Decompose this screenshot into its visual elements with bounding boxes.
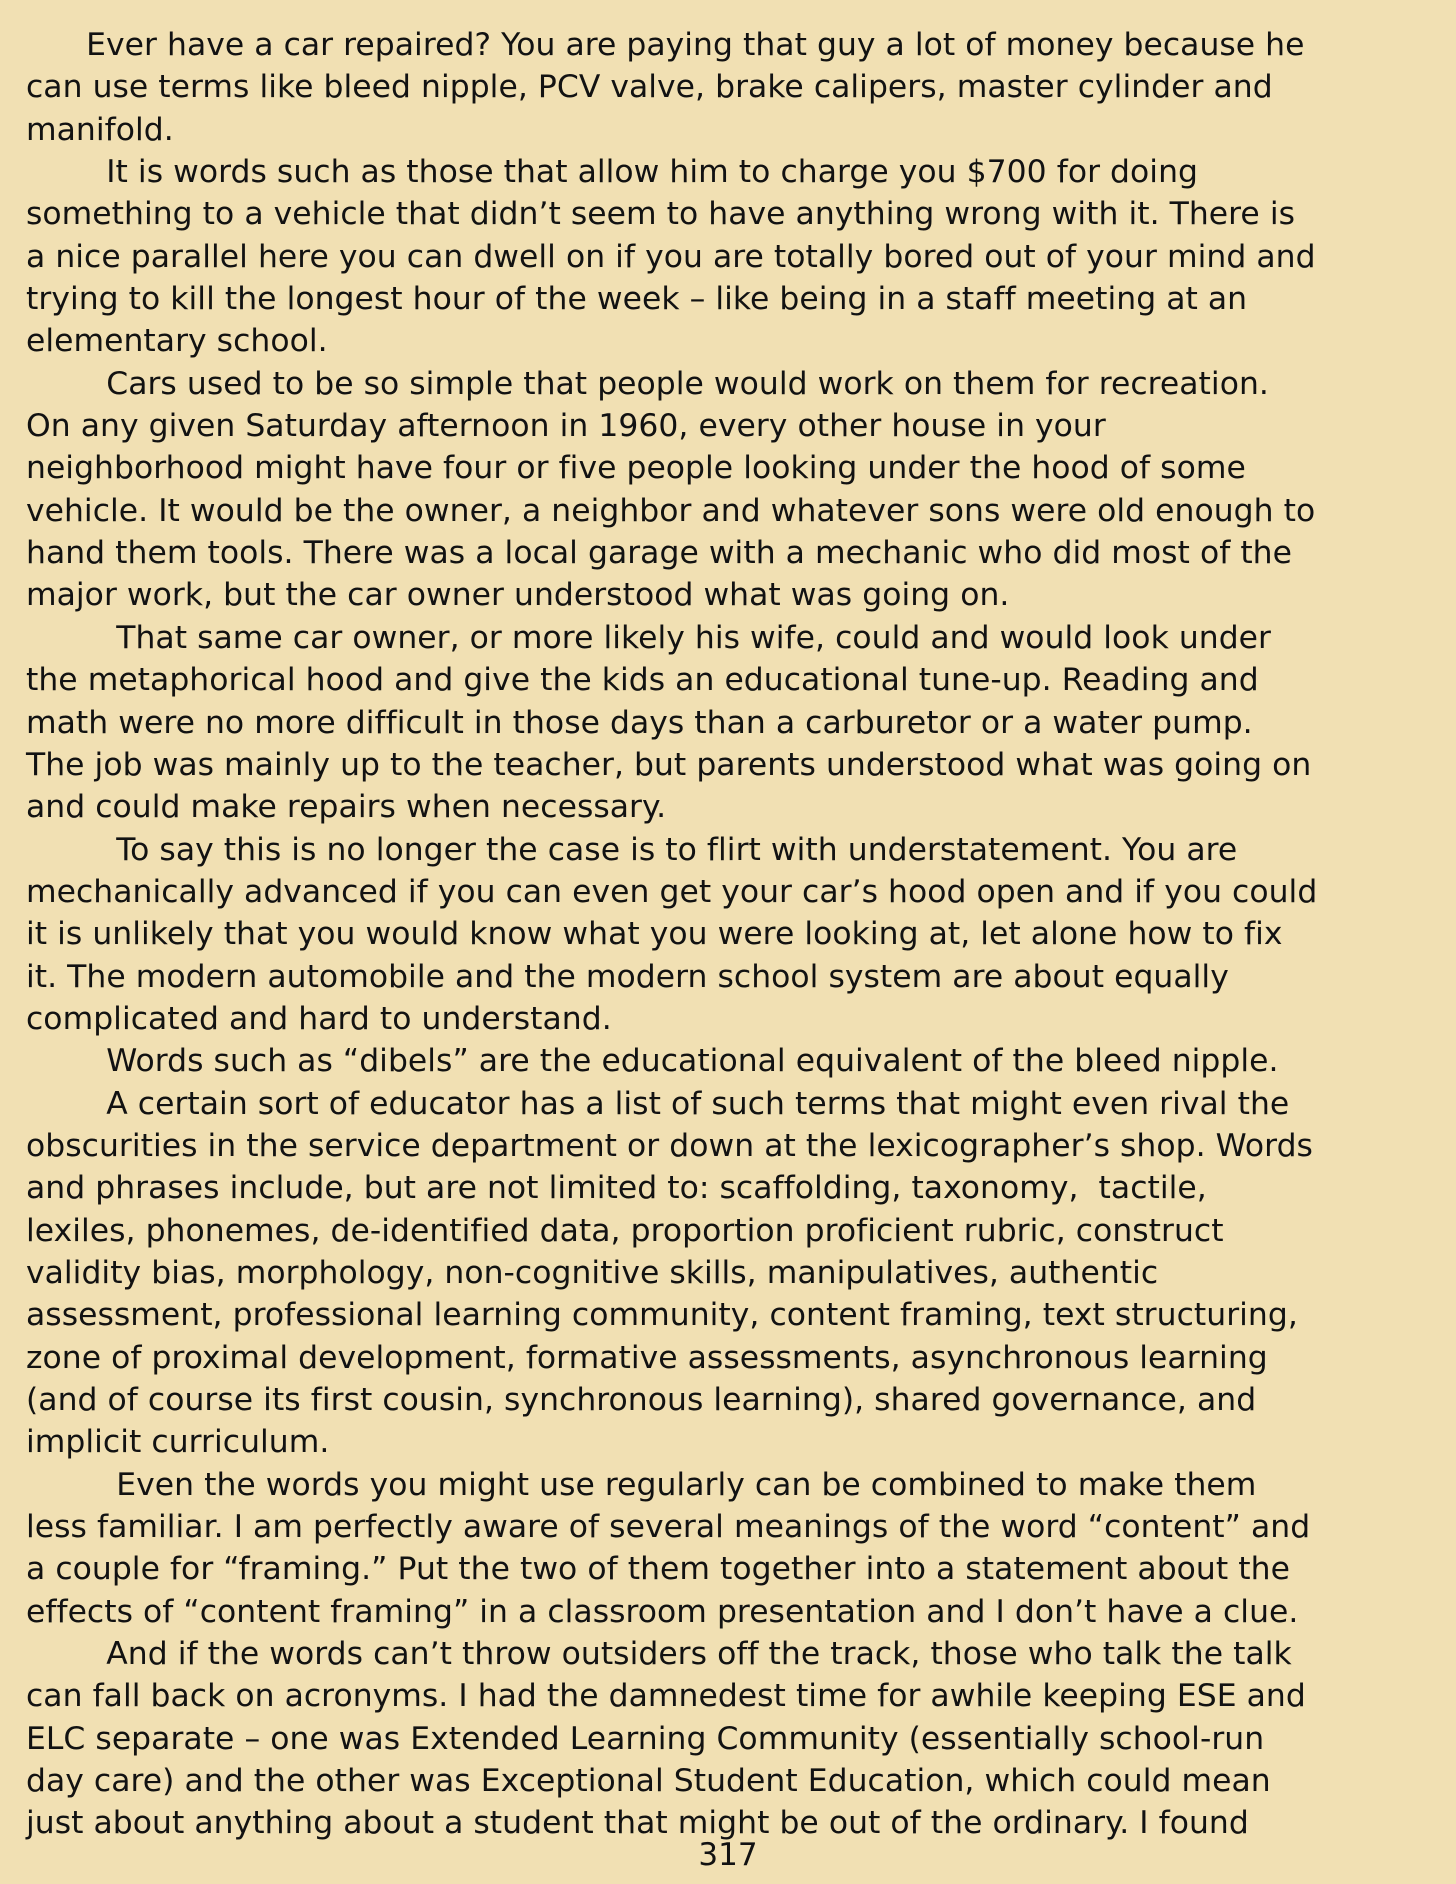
text-line: To say this is no longer the case is to flirt with understatement. You are [26, 831, 1238, 868]
body-text [26, 24, 1438, 1845]
text-line: And if the words can’t throw outsiders off the track, those who talk the talk [26, 1636, 1292, 1673]
text-line: implicit curriculum. [26, 1424, 330, 1461]
text-line: elementary school. [26, 323, 328, 360]
text-line: just about anything about a student that might be out of the ordinary. I found [26, 1805, 1249, 1842]
text-line: Even the words you might use regularly can be combined to make them [26, 1466, 1257, 1503]
text-line: Ever have a car repaired? You are paying that guy a lot of money because he [26, 27, 1305, 63]
text-line: day care) and the other was Exceptional Student Education, which could mean [26, 1763, 1271, 1800]
text-line: math were no more difficult in those days than a carburetor or a water pump. [26, 704, 1253, 741]
text-line: can use terms like bleed nipple, PCV valve, brake calipers, master cylinder and [26, 69, 1273, 106]
text-line: complicated and hard to understand. [26, 1000, 612, 1037]
text-line: neighborhood might have four or five people looking under the hood of some [26, 450, 1246, 487]
text-line: obscurities in the service department or down at the lexicographer’s shop. Words [26, 1127, 1313, 1164]
text-line: something to a vehicle that didn’t seem to have anything wrong with it. There is [26, 196, 1295, 233]
text-line: can fall back on acronyms. I had the damnedest time for awhile keeping ESE and [26, 1678, 1306, 1715]
text-line: vehicle. It would be the owner, a neighbor and whatever sons were old enough to [26, 492, 1316, 529]
text-line: it. The modern automobile and the modern school system are about equally [26, 958, 1229, 995]
text-line: That same car owner, or more likely his wife, could and would look under [26, 619, 1272, 656]
text-line: it is unlikely that you would know what you were looking at, let alone how to fix [26, 916, 1283, 953]
text-line: It is words such as those that allow him to charge you $700 for doing [26, 154, 1198, 191]
text-line: and phrases include, but are not limited to: scaffolding, taxonomy, tactile, [26, 1170, 1207, 1207]
text-line: Cars used to be so simple that people would work on them for recreation. [26, 365, 1269, 402]
text-line: A certain sort of educator has a list of such terms that might even rival the [26, 1085, 1290, 1122]
text-line: validity bias, morphology, non-cognitive skills, manipulatives, authentic [26, 1254, 1159, 1291]
text-line: zone of proximal development, formative assessments, asynchronous learning [26, 1339, 1268, 1376]
page-number: 317 [698, 1837, 758, 1873]
text-line: effects of “content framing” in a classroom presentation and I don’t have a clue. [26, 1593, 1299, 1630]
text-line: ELC separate – one was Extended Learning Community (essentially school-run [26, 1720, 1265, 1757]
text-line: trying to kill the longest hour of the week – like being in a staff meeting at an [26, 281, 1248, 318]
text-line: and could make repairs when necessary. [26, 789, 667, 826]
text-line: a nice parallel here you can dwell on if you are totally bored out of your mind and [26, 238, 1316, 275]
text-line: lexiles, phonemes, de-identified data, proportion proficient rubric, construct [26, 1212, 1224, 1249]
text-line: hand them tools. There was a local garage with a mechanic who did most of the [26, 535, 1292, 572]
text-line: the metaphorical hood and give the kids an educational tune-up. Reading and [26, 662, 1259, 699]
text-line: manifold. [26, 111, 174, 148]
text-line: Words such as “dibels” are the educational equivalent of the bleed nipple. [26, 1043, 1279, 1080]
text-line: (and of course its first cousin, synchronous learning), shared governance, and [26, 1382, 1257, 1418]
text-line: major work, but the car owner understood what was going on. [26, 577, 1010, 614]
text-line: a couple for “framing.” Put the two of them together into a statement about the [26, 1551, 1290, 1588]
text-line: mechanically advanced if you can even get your car’s hood open and if you could [26, 873, 1318, 910]
text-line: less familiar. I am perfectly aware of several meanings of the word “content” and [26, 1509, 1311, 1546]
text-line: On any given Saturday afternoon in 1960, every other house in your [26, 408, 1106, 445]
text-line: The job was mainly up to the teacher, but parents understood what was going on [26, 746, 1312, 783]
text-line: assessment, professional learning community, content framing, text structuring, [26, 1297, 1298, 1334]
